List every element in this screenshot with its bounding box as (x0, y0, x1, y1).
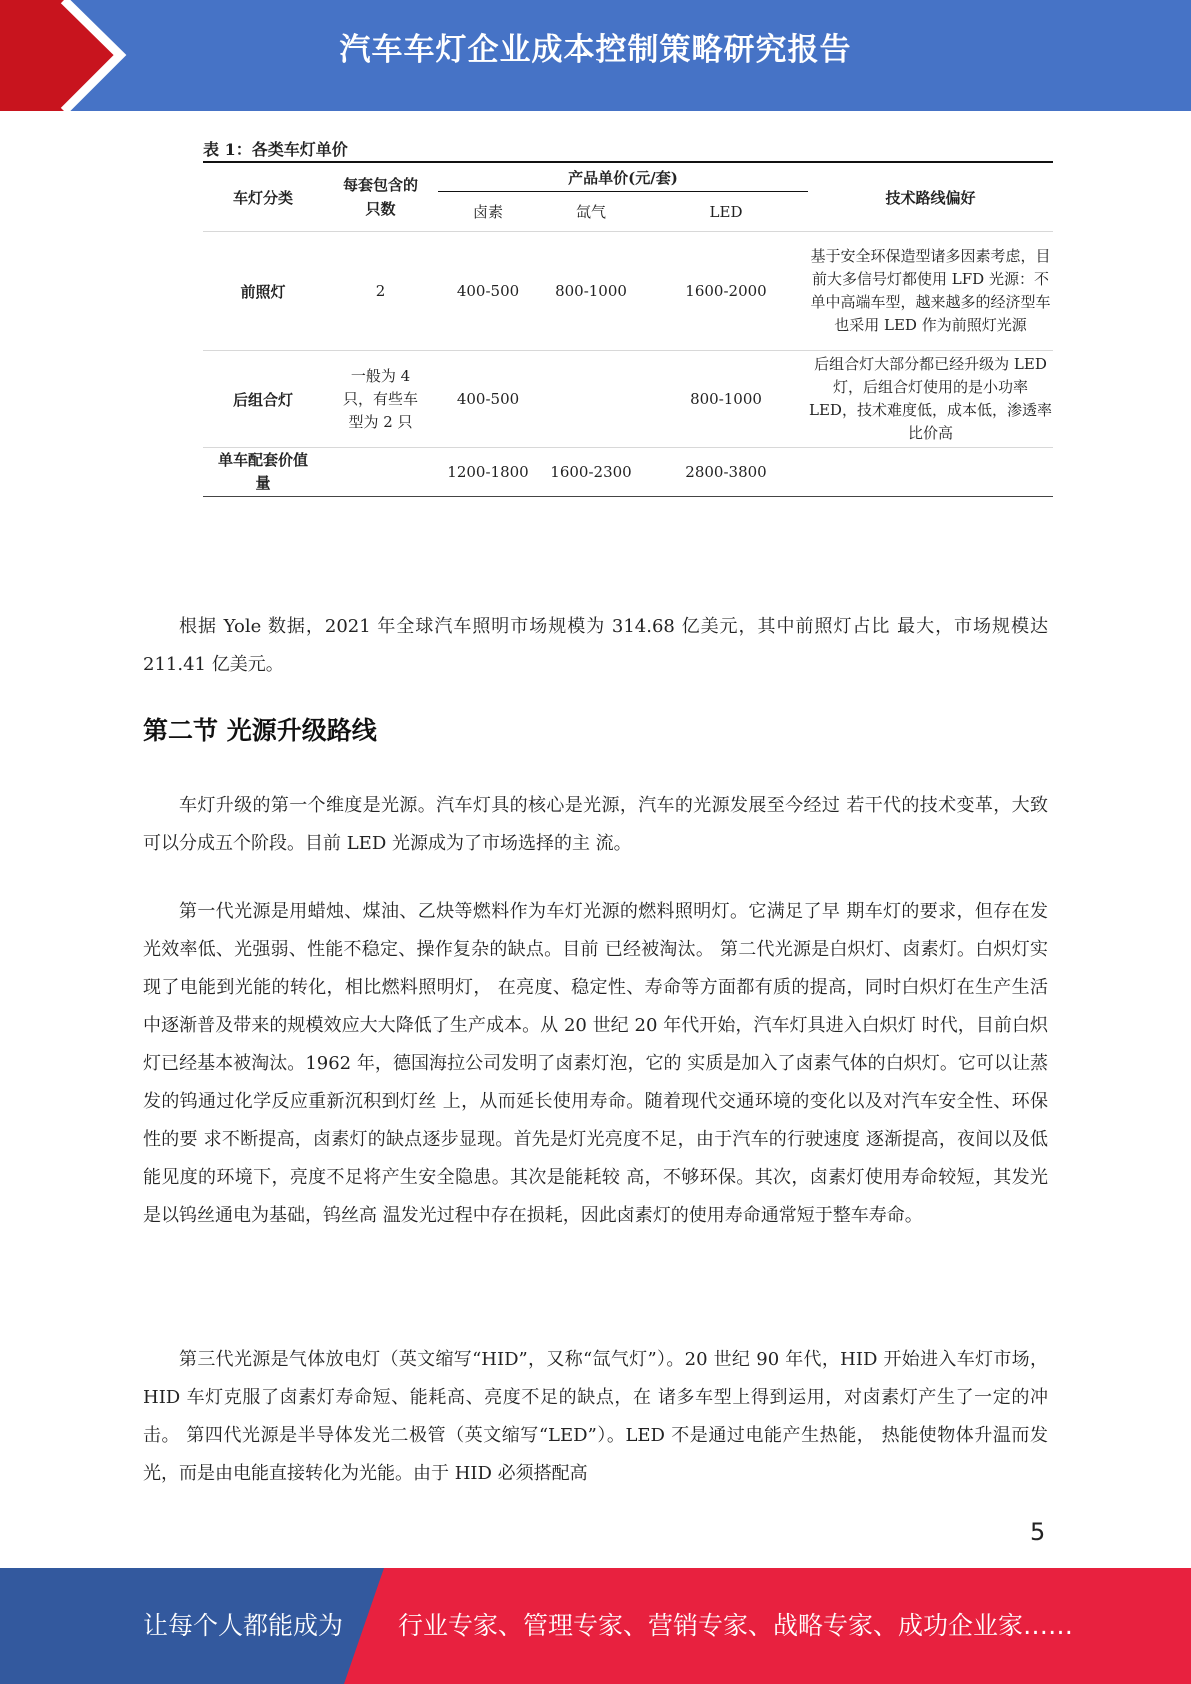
cell-tech: 基于安全环保造型诸多因素考虑，目前大多信号灯都使用 LFD 光源：不单中高端车型，越来越多的经济型车也采用 LED 作为前照灯光源 (808, 232, 1053, 351)
header-xenon: 氙气 (538, 192, 644, 232)
cell-per-set: 2 (323, 232, 438, 351)
paragraph-third-fourth-generation: 第三代光源是气体放电灯（英文缩写“HID”，又称“氙气灯”）。20 世纪 90 年代，HID 开始进入车灯市场， HID 车灯克服了卤素灯寿命短、能耗高、亮度不足的缺点，在 诸多车型上得到运用，对卤素灯产生了一定的冲击。 第四代光源是半导体发光二极管（英文缩写“LED”）。LED 不是通过电能产生热能， 热能使物体升温而发光，而是由电能直接转化为光能。由于 HID 必须搭配高 (143, 1349, 1048, 1484)
cell-category: 单车配套价值量 (203, 448, 323, 497)
paragraph-market-size: 根据 Yole 数据，2021 年全球汽车照明市场规模为 314.68 亿美元，其中前照灯占比 最大，市场规模达 211.41 亿美元。 (143, 616, 1048, 675)
cell-led: 800-1000 (644, 351, 808, 448)
header-led: LED (644, 192, 808, 232)
cell-per-set: 一般为 4 只，有些车型为 2 只 (323, 351, 438, 448)
table-row (203, 351, 1053, 448)
table-caption: 表 1：各类车灯单价 (203, 140, 348, 159)
header-per-set: 每套包含的只数 (342, 176, 418, 218)
paragraph-light-source-intro: 车灯升级的第一个维度是光源。汽车灯具的核心是光源，汽车的光源发展至今经过 若干代的技术变革，大致可以分成五个阶段。目前 LED 光源成为了市场选择的主 流。 (143, 795, 1048, 854)
cell-category: 前照灯 (203, 232, 323, 351)
cell-xenon: 1600-2300 (538, 448, 644, 497)
header-red-arrow (0, 0, 150, 111)
price-table (203, 161, 1053, 497)
header-tech: 技术路线偏好 (885, 188, 976, 207)
price-table-section (203, 139, 1053, 497)
document-title: 汽车车灯企业成本控制策略研究报告 (339, 32, 852, 68)
cell-tech (808, 448, 1053, 497)
cell-led: 1600-2000 (644, 232, 808, 351)
header-category: 车灯分类 (232, 188, 293, 207)
cell-xenon: 800-1000 (538, 232, 644, 351)
cell-halogen: 1200-1800 (438, 448, 538, 497)
page-number: 5 (1030, 1518, 1046, 1546)
header-unit-price: 产品单价(元/套) (568, 168, 678, 187)
section-heading: 第二节 光源升级路线 (143, 716, 377, 745)
cell-halogen: 400-500 (438, 232, 538, 351)
paragraph-first-second-generation: 第一代光源是用蜡烛、煤油、乙炔等燃料作为车灯光源的燃料照明灯。它满足了早 期车灯的要求，但存在发光效率低、光强弱、性能不稳定、操作复杂的缺点。目前 已经被淘汰。 第二代光源是白炽灯、卤素灯。白炽灯实现了电能到光能的转化，相比燃料照明灯， 在亮度、稳定性、寿命等方面都有质的提高，同时白炽灯在生产生活中逐渐普及带来的规模效应大大降低了生产成本。从 20 世纪 20 年代开始，汽车灯具进入白炽灯 时代，目前白炽灯已经基本被淘汰。1962 年，德国海拉公司发明了卤素灯泡，它的 实质是加入了卤素气体的白炽灯。它可以让蒸发的钨通过化学反应重新沉积到灯丝 上，从而延长使用寿命。随着现代交通环境的变化以及对汽车安全性、环保性的要 求不断提高，卤素灯的缺点逐步显现。首先是灯光亮度不足，由于汽车的行驶速度 逐渐提高，夜间以及低能见度的环境下，亮度不足将产生安全隐患。其次是能耗较 高，不够环保。其次，卤素灯使用寿命较短，其发光是以钨丝通电为基础，钨丝高 温发光过程中存在损耗，因此卤素灯的使用寿命通常短于整车寿命。 (143, 901, 1048, 1226)
header-bar (0, 0, 1191, 111)
cell-halogen: 400-500 (438, 351, 538, 448)
footer-bar (0, 1568, 1191, 1684)
cell-category: 后组合灯 (203, 351, 323, 448)
cell-led: 2800-3800 (644, 448, 808, 497)
cell-per-set (323, 448, 438, 497)
footer-slogan-right: 行业专家、管理专家、营销专家、战略专家、成功企业家…… (398, 1611, 1074, 1640)
header-halogen: 卤素 (438, 192, 538, 232)
footer-slogan-left: 让每个人都能成为 (143, 1611, 344, 1640)
table-row (203, 232, 1053, 351)
cell-tech: 后组合灯大部分都已经升级为 LED 灯，后组合灯使用的是小功率 LED，技术难度低，成本低，渗透率比价高 (808, 351, 1053, 448)
table-row (203, 448, 1053, 497)
cell-xenon (538, 351, 644, 448)
